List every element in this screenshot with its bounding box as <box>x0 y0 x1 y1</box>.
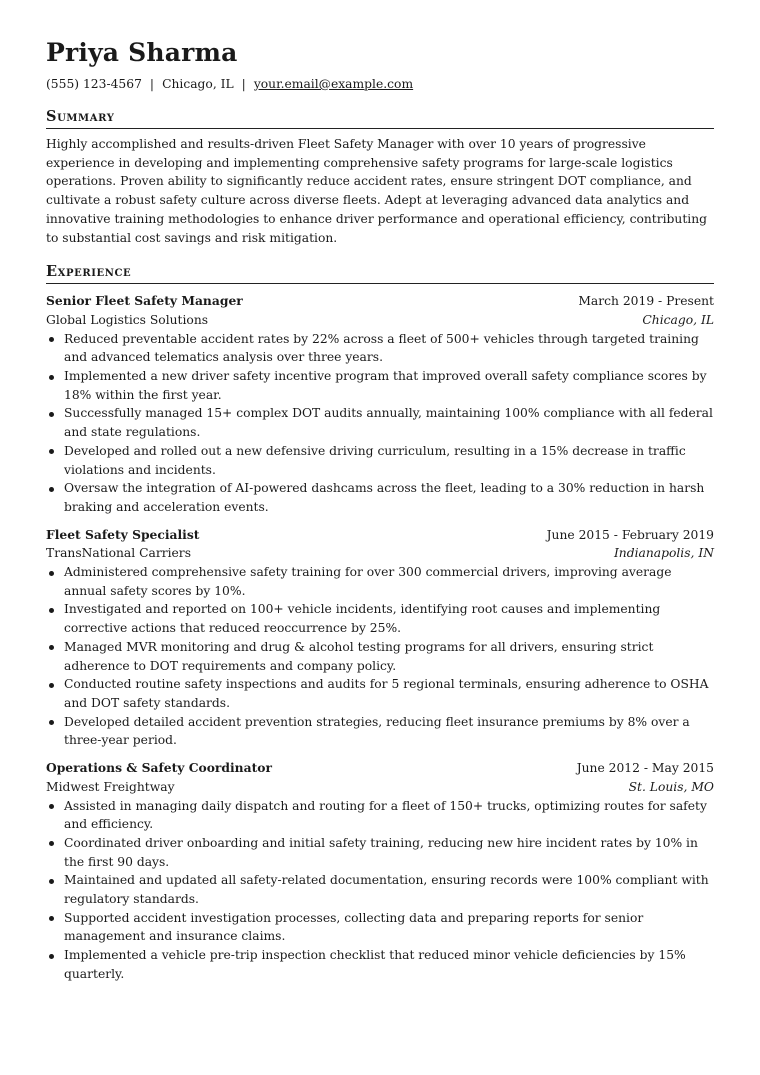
job-location: Indianapolis, IN <box>613 546 714 561</box>
contact-separator: | <box>149 77 155 91</box>
job-entry <box>46 292 714 516</box>
job-bullet <box>46 563 714 600</box>
job-bullet <box>46 367 714 404</box>
job-bullet-text: Managed MVR monitoring and drug & alcohol testing programs for all drivers, ensuring strict adherence to DOT requirements and company policy. <box>64 639 654 673</box>
job-bullet <box>46 713 714 750</box>
job-bullet <box>46 442 714 479</box>
job-bullet-text: Supported accident investigation processes, collecting data and preparing reports for senior management and insurance claims. <box>64 910 644 944</box>
job-bullet-text: Developed detailed accident prevention strategies, reducing fleet insurance premiums by 8% over a three-year period. <box>64 714 690 748</box>
bullet-dot-icon <box>49 720 54 725</box>
bullet-dot-icon <box>49 487 54 492</box>
job-bullet-text: Investigated and reported on 100+ vehicle incidents, identifying root causes and implementing corrective actions that reduced reoccurrence by 25%. <box>64 602 661 636</box>
job-bullet-text: Developed and rolled out a new defensive driving curriculum, resulting in a 15% decrease in traffic violations and incidents. <box>64 443 686 477</box>
bullet-dot-icon <box>49 412 54 417</box>
job-bullet-list <box>46 330 714 517</box>
job-dates: March 2019 - Present <box>578 294 714 309</box>
contact-separator: | <box>241 77 246 91</box>
job-company-row <box>46 544 714 563</box>
job-bullet-list <box>46 563 714 750</box>
phone-number: (555) 123-4567 <box>46 77 142 91</box>
bullet-dot-icon <box>49 804 54 809</box>
bullet-dot-icon <box>49 571 54 576</box>
section-title-summary: Summary <box>46 109 714 129</box>
bullet-dot-icon <box>49 916 54 921</box>
location: Chicago, IL <box>162 77 234 91</box>
job-bullet-text: Conducted routine safety inspections and audits for 5 regional terminals, ensuring adherence to OSHA and DOT safety standards. <box>64 677 709 710</box>
job-header-row <box>46 759 714 778</box>
job-header-row <box>46 292 714 311</box>
job-bullet <box>46 797 714 834</box>
job-company: TransNational Carriers <box>46 546 191 561</box>
job-entry <box>46 759 714 983</box>
job-company: Midwest Freightway <box>46 779 175 794</box>
job-bullet <box>46 404 714 441</box>
bullet-dot-icon <box>49 645 54 650</box>
contact-line <box>46 76 714 92</box>
job-title: Operations & Safety Coordinator <box>46 760 272 776</box>
job-bullet-text: Coordinated driver onboarding and initial safety training, reducing new hire incident rates by 10% in the first 90 days. <box>64 835 698 869</box>
section-title-experience: Experience <box>46 264 714 284</box>
job-bullet <box>46 675 714 712</box>
bullet-dot-icon <box>49 337 54 342</box>
job-bullet <box>46 909 714 946</box>
job-bullet <box>46 946 714 983</box>
job-bullet-text: Oversaw the integration of AI-powered dashcams across the fleet, leading to a 30% reduction in harsh braking and acceleration events. <box>64 481 705 514</box>
bullet-dot-icon <box>49 954 54 959</box>
email-link[interactable]: your.email@example.com <box>253 77 414 91</box>
bullet-dot-icon <box>49 879 54 884</box>
job-bullet-text: Maintained and updated all safety-related documentation, ensuring records were 100% compliant with regulatory standards. <box>64 873 709 907</box>
job-dates: June 2015 - February 2019 <box>546 527 714 542</box>
summary-section <box>46 109 714 247</box>
job-bullet-list <box>46 797 714 984</box>
candidate-name: Priya Sharma <box>46 38 238 67</box>
bullet-dot-icon <box>49 841 54 846</box>
summary-text: Highly accomplished and results-driven Fleet Safety Manager with over 10 years of progressive experience in developing and implementing comprehensive safety programs for large-scale logistics operations. Proven ability to significantly reduce accident rates, ensure stringent DOT compliance, and cultivate a robust safety culture across diverse fleets. Adept at leveraging advanced data analytics and innovative training methodologies to enhance driver performance and operational efficiency, contributing to substantial cost savings and risk mitigation. <box>46 137 708 245</box>
resume-page <box>46 38 714 984</box>
job-list <box>46 292 714 983</box>
job-bullet-text: Implemented a new driver safety incentive program that improved overall safety compliance scores by 18% within the first year. <box>64 369 707 402</box>
job-bullet <box>46 834 714 871</box>
job-entry <box>46 526 714 750</box>
bullet-dot-icon <box>49 608 54 613</box>
bullet-dot-icon <box>49 683 54 688</box>
job-location: St. Louis, MO <box>628 779 714 794</box>
job-company-row <box>46 311 714 330</box>
bullet-dot-icon <box>49 375 54 380</box>
job-bullet-text: Reduced preventable accident rates by 22% across a fleet of 500+ vehicles through targeted training and advanced telematics analysis over three years. <box>64 331 699 365</box>
job-header-row <box>46 526 714 545</box>
job-title: Senior Fleet Safety Manager <box>46 293 243 309</box>
job-bullet-text: Administered comprehensive safety training for over 300 commercial drivers, improving average annual safety scores by 10%. <box>64 565 672 598</box>
job-bullet-text: Implemented a vehicle pre-trip inspection checklist that reduced minor vehicle deficiencies by 15% quarterly. <box>64 948 686 981</box>
job-bullet <box>46 330 714 367</box>
job-title: Fleet Safety Specialist <box>46 526 200 542</box>
job-location: Chicago, IL <box>642 312 714 327</box>
experience-section <box>46 264 714 983</box>
job-dates: June 2012 - May 2015 <box>576 761 714 776</box>
job-bullet-text: Successfully managed 15+ complex DOT audits annually, maintaining 100% compliance with all federal and state regulations. <box>64 406 713 440</box>
job-company: Global Logistics Solutions <box>46 312 209 327</box>
job-bullet <box>46 871 714 908</box>
job-bullet-text: Assisted in managing daily dispatch and routing for a fleet of 150+ trucks, optimizing routes for safety and efficiency. <box>64 798 707 832</box>
bullet-dot-icon <box>49 449 54 454</box>
job-company-row <box>46 778 714 797</box>
job-bullet <box>46 600 714 637</box>
job-bullet <box>46 638 714 675</box>
job-bullet <box>46 479 714 516</box>
